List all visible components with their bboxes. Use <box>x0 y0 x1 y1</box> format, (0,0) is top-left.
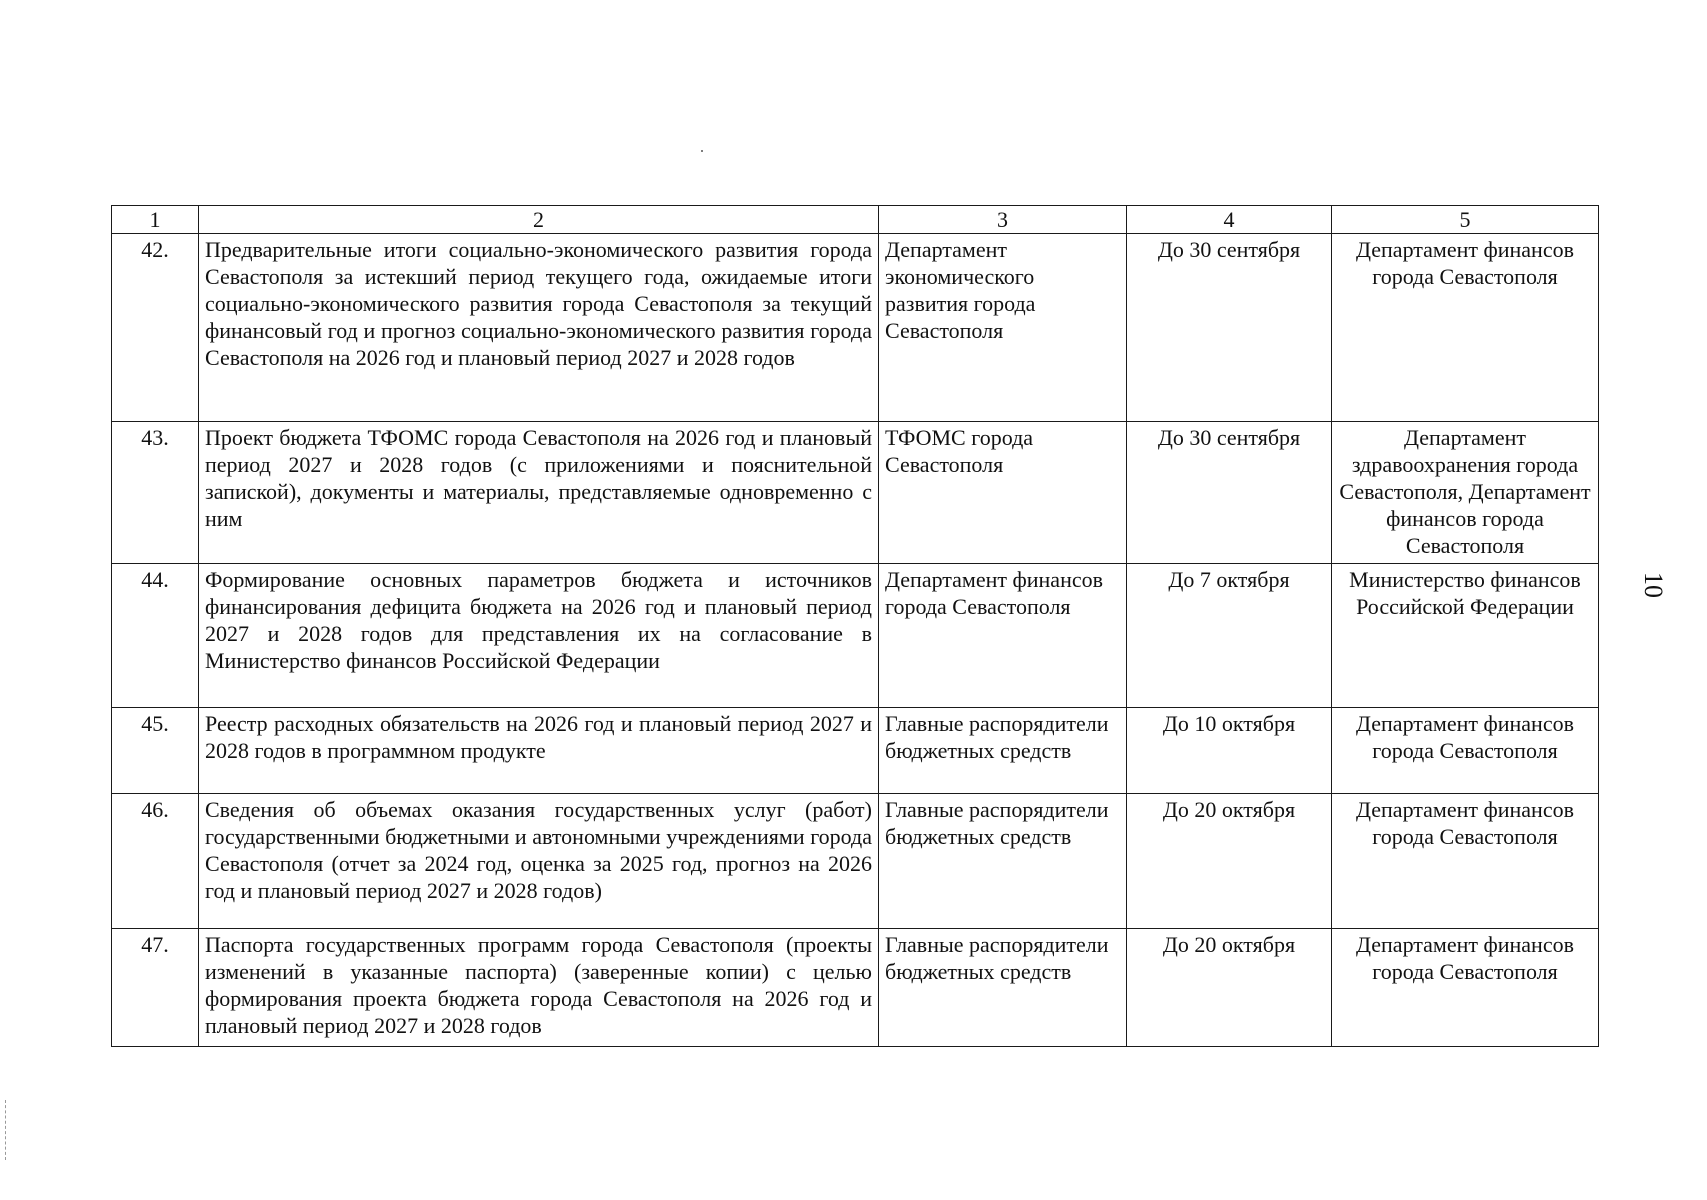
table-row <box>112 422 1599 564</box>
document-name: Реестр расходных обязательств на 2026 год и плановый период 2027 и 2028 годов в программном продукте <box>199 708 879 794</box>
table-row <box>112 234 1599 422</box>
responsible-party: ТФОМС города Севастополя <box>879 422 1127 564</box>
responsible-party: Департамент финансов города Севастополя <box>879 564 1127 708</box>
responsible-party: Главные распорядители бюджетных средств <box>879 708 1127 794</box>
table-row <box>112 929 1599 1047</box>
row-number: 47. <box>112 929 199 1047</box>
page-number: 10 <box>1639 572 1668 598</box>
row-number: 45. <box>112 708 199 794</box>
deadline: До 20 октября <box>1127 794 1332 929</box>
recipient: Департамент финансов города Севастополя <box>1332 234 1599 422</box>
table-header-row <box>112 206 1599 234</box>
document-name: Формирование основных параметров бюджета и источников финансирования дефицита бюджета на 2026 год и плановый период 2027 и 2028 годов для представления их на согласование в Министерство финансов Российской Федерации <box>199 564 879 708</box>
column-header-4: 4 <box>1127 206 1332 234</box>
document-name: Предварительные итоги социально-экономического развития города Севастополя за истекший период текущего года, ожидаемые итоги социально-экономического развития города Севастополя за текущий финансовый год и прогноз социально-экономического развития города Севастополя на 2026 год и плановый период 2027 и 2028 годов <box>199 234 879 422</box>
row-number: 44. <box>112 564 199 708</box>
recipient: Министерство финансов Российской Федерации <box>1332 564 1599 708</box>
column-header-2: 2 <box>199 206 879 234</box>
schedule-table <box>111 205 1599 1047</box>
responsible-party: Главные распорядители бюджетных средств <box>879 929 1127 1047</box>
scan-speck <box>701 150 703 152</box>
document-name: Сведения об объемах оказания государственных услуг (работ) государственными бюджетными и автономными учреждениями города Севастополя (отчет за 2024 год, оценка за 2025 год, прогноз на 2026 год и плановый период 2027 и 2028 годов) <box>199 794 879 929</box>
document-name: Паспорта государственных программ города Севастополя (проекты изменений в указанные паспорта) (заверенные копии) с целью формирования проекта бюджета города Севастополя на 2026 год и плановый период 2027 и 2028 годов <box>199 929 879 1047</box>
deadline: До 7 октября <box>1127 564 1332 708</box>
column-header-5: 5 <box>1332 206 1599 234</box>
table-row <box>112 794 1599 929</box>
column-header-1: 1 <box>112 206 199 234</box>
row-number: 43. <box>112 422 199 564</box>
responsible-party: Департамент экономического развития города Севастополя <box>879 234 1127 422</box>
deadline: До 30 сентября <box>1127 234 1332 422</box>
column-header-3: 3 <box>879 206 1127 234</box>
row-number: 46. <box>112 794 199 929</box>
table-row <box>112 708 1599 794</box>
recipient: Департамент финансов города Севастополя <box>1332 708 1599 794</box>
deadline: До 10 октября <box>1127 708 1332 794</box>
document-name: Проект бюджета ТФОМС города Севастополя на 2026 год и плановый период 2027 и 2028 годов (с приложениями и пояснительной запиской), документы и материалы, представляемые одновременно с ним <box>199 422 879 564</box>
responsible-party: Главные распорядители бюджетных средств <box>879 794 1127 929</box>
table-row <box>112 564 1599 708</box>
recipient: Департамент здравоохранения города Севастополя, Департамент финансов города Севастополя <box>1332 422 1599 564</box>
deadline: До 20 октября <box>1127 929 1332 1047</box>
row-number: 42. <box>112 234 199 422</box>
recipient: Департамент финансов города Севастополя <box>1332 794 1599 929</box>
deadline: До 30 сентября <box>1127 422 1332 564</box>
recipient: Департамент финансов города Севастополя <box>1332 929 1599 1047</box>
scan-margin-marks <box>5 1100 8 1160</box>
